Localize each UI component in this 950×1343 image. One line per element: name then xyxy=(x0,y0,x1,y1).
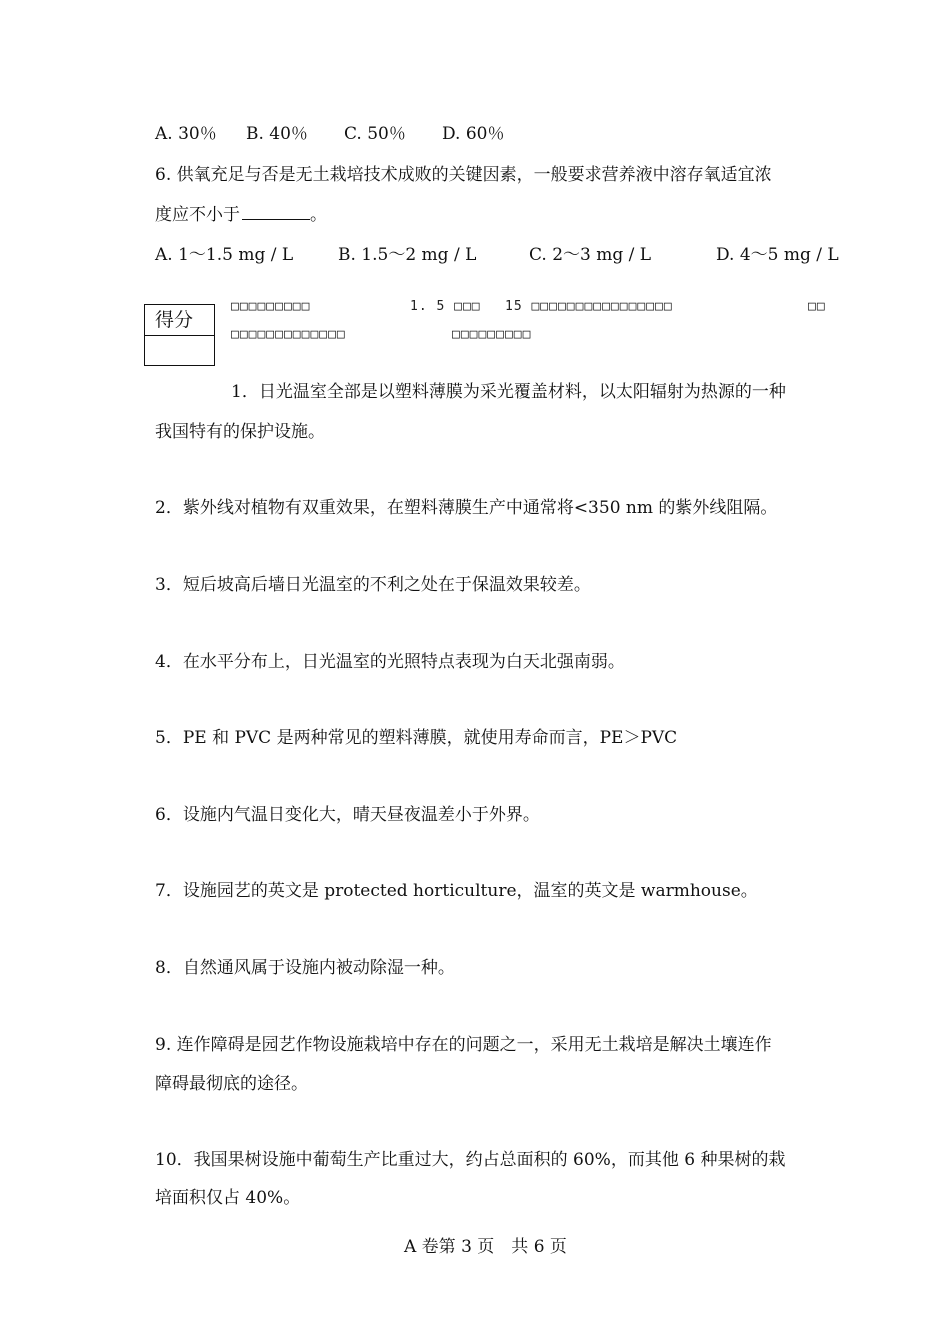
q5-option-c: C. 50％ xyxy=(344,124,406,144)
tf-item-10-line2: 培面积仅占 40%。 xyxy=(155,1188,301,1208)
section-header-part6: □□□□□□□□□ xyxy=(452,327,532,342)
score-label: 得分 xyxy=(145,305,214,336)
score-box xyxy=(144,304,215,366)
tf-item-1-line1: 1．日光温室全部是以塑料薄膜为采光覆盖材料，以太阳辐射为热源的一种 xyxy=(231,382,786,402)
tf-item-4: 4．在水平分布上，日光温室的光照特点表现为白天北强南弱。 xyxy=(155,652,625,672)
tf-item-1-line2: 我国特有的保护设施。 xyxy=(155,422,325,442)
tf-item-2: 2．紫外线对植物有双重效果，在塑料薄膜生产中通常将<350 nm 的紫外线阻隔。 xyxy=(155,498,778,518)
q6-option-b: B. 1.5～2 mg / L xyxy=(338,245,477,265)
tf-item-8: 8．自然通风属于设施内被动除湿一种。 xyxy=(155,958,455,978)
q5-option-d: D. 60％ xyxy=(442,124,505,144)
section-header-part2: 1. 5 □□□ xyxy=(410,299,481,314)
tf-item-5: 5．PE 和 PVC 是两种常见的塑料薄膜，就使用寿命而言，PE＞PVC xyxy=(155,728,678,748)
section-header-part1: □□□□□□□□□ xyxy=(231,299,311,314)
q5-option-b: B. 40％ xyxy=(246,124,308,144)
q6-option-c: C. 2～3 mg / L xyxy=(529,245,652,265)
section-header-part3: 15 □□□□□□□□□□□□□□□□ xyxy=(505,299,673,314)
q6-stem-text: 度应不小于 xyxy=(155,205,240,225)
tf-item-3: 3．短后坡高后墙日光温室的不利之处在于保温效果较差。 xyxy=(155,575,591,595)
tf-item-6: 6．设施内气温日变化大，晴天昼夜温差小于外界。 xyxy=(155,805,540,825)
tf-item-9-line2: 障碍最彻底的途径。 xyxy=(155,1074,308,1094)
q6-stem-line1: 6. 供氧充足与否是无土栽培技术成败的关键因素，一般要求营养液中溶存氧适宜浓 xyxy=(155,165,772,185)
tf-item-7: 7．设施园艺的英文是 protected horticulture，温室的英文是 warmhouse。 xyxy=(155,881,758,901)
answer-blank xyxy=(242,203,310,220)
q5-option-a: A. 30％ xyxy=(155,124,217,144)
tf-item-9-line1: 9. 连作障碍是园艺作物设施栽培中存在的问题之一，采用无土栽培是解决土壤连作 xyxy=(155,1035,772,1055)
section-header-part4: □□ xyxy=(808,299,826,314)
section-header-part5: □□□□□□□□□□□□□ xyxy=(231,327,346,342)
q6-stem-line2 xyxy=(155,200,327,225)
q6-stem-end: 。 xyxy=(310,205,327,225)
tf-item-10-line1: 10．我国果树设施中葡萄生产比重过大，约占总面积的 60%，而其他 6 种果树的栽 xyxy=(155,1150,786,1170)
q6-option-d: D. 4～5 mg / L xyxy=(716,245,839,265)
page-footer: A 卷第 3 页 共 6 页 xyxy=(404,1237,567,1257)
q6-option-a: A. 1～1.5 mg / L xyxy=(155,245,294,265)
